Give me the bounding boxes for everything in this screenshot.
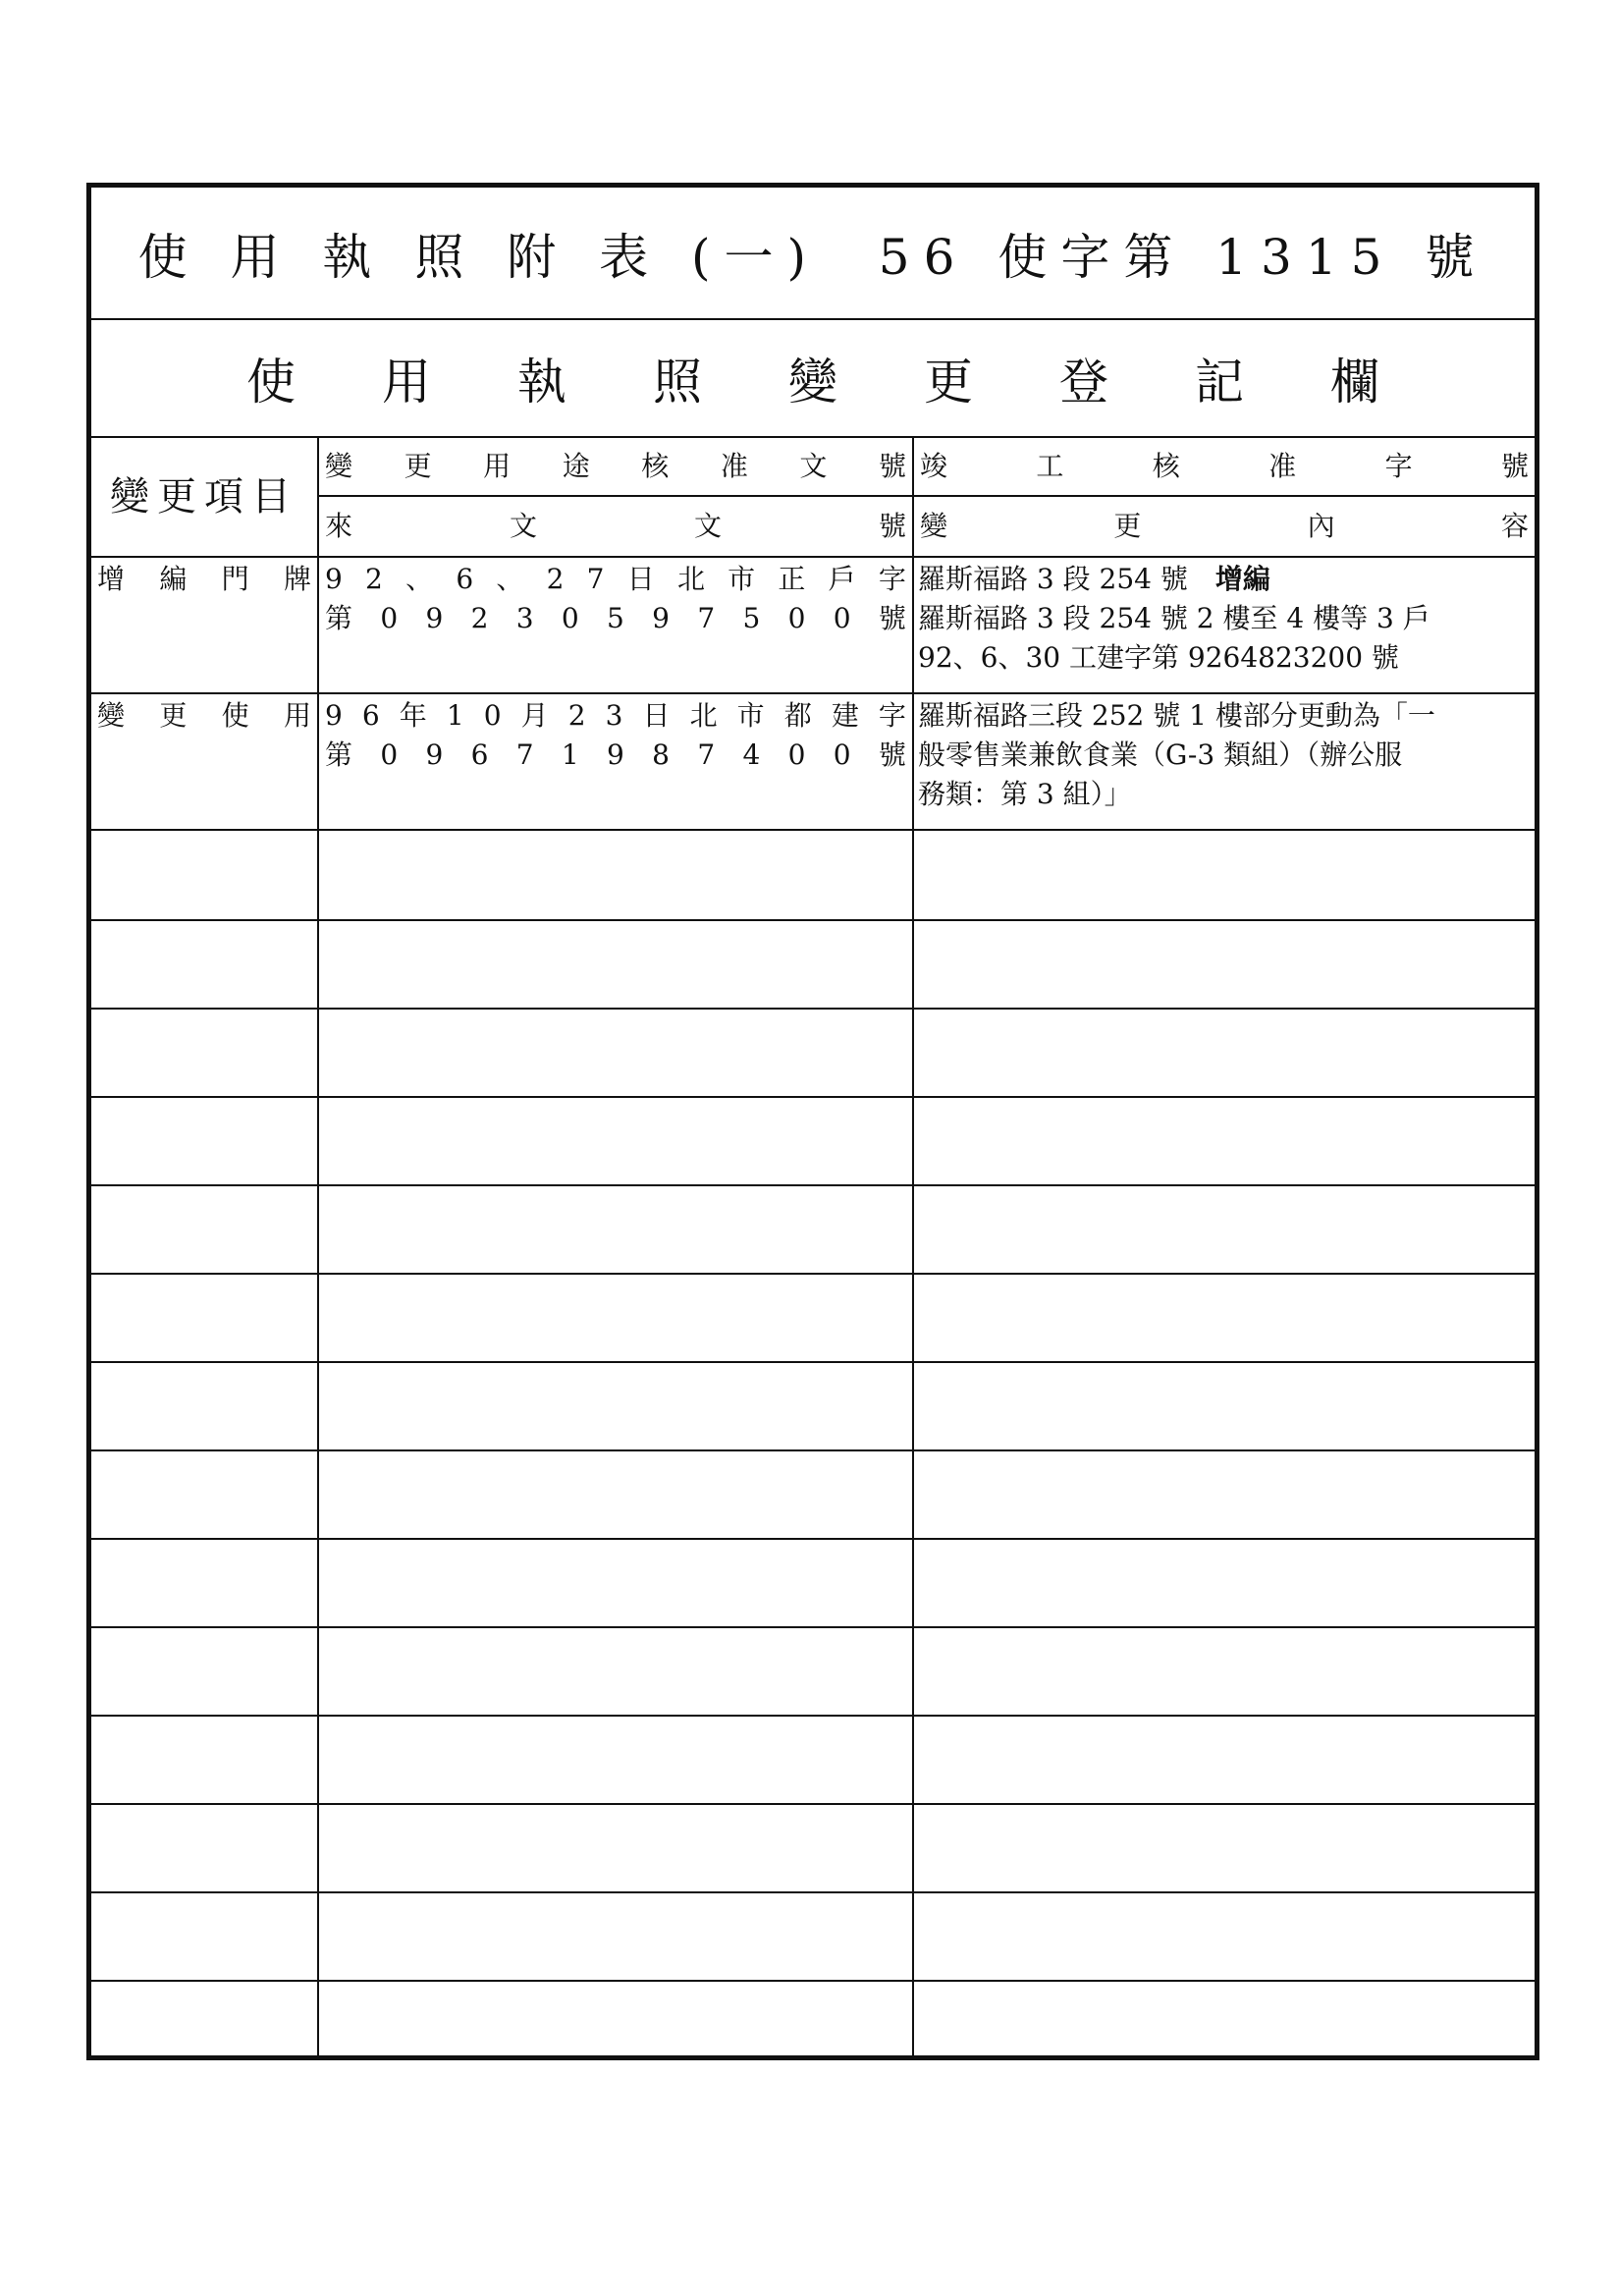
empty-row-line bbox=[91, 1538, 1535, 1540]
row-doc-char: 第 bbox=[325, 738, 353, 771]
row-doc-char: 8 bbox=[652, 738, 670, 771]
document-subtitle: 使用執照變更登記欄 bbox=[246, 354, 1466, 410]
row-doc-char: 號 bbox=[878, 738, 906, 771]
row-2-content-line-2: 般零售業兼飲食業（G-3 類組）（辦公服 bbox=[918, 738, 1403, 771]
row-item-char: 用 bbox=[283, 699, 311, 732]
row-doc-char: 9 bbox=[652, 602, 670, 634]
header-completion-no-char: 竣 bbox=[920, 450, 948, 482]
row-item-char: 編 bbox=[159, 563, 188, 595]
certificate-frame bbox=[86, 183, 1539, 2060]
row-doc-char: 9 bbox=[607, 738, 624, 771]
row-doc-char: 0 bbox=[787, 738, 806, 771]
row-1-document bbox=[319, 560, 912, 692]
header-approval-no-char: 途 bbox=[562, 450, 590, 482]
empty-row-line bbox=[91, 1008, 1535, 1010]
row-2-content-line-3: 務類：第 3 組）」 bbox=[918, 778, 1132, 810]
empty-row-line bbox=[91, 1626, 1535, 1628]
empty-row-line bbox=[91, 1273, 1535, 1275]
row-doc-char: 9 bbox=[325, 699, 343, 732]
col-divider-2 bbox=[912, 438, 914, 2060]
row-doc-char: 月 bbox=[520, 699, 549, 732]
row-1-content-line-3: 92、6、30 工建字第 9264823200 號 bbox=[918, 641, 1399, 674]
row-doc-char: 號 bbox=[878, 602, 906, 634]
row-doc-char: 建 bbox=[831, 699, 859, 732]
row-doc-char: 7 bbox=[697, 602, 716, 634]
row-doc-char: 都 bbox=[783, 699, 812, 732]
empty-row-line bbox=[91, 1980, 1535, 1982]
row-1-content-line-2: 羅斯福路 3 段 254 號 2 樓至 4 樓等 3 戶 bbox=[918, 602, 1430, 634]
row-doc-char: 0 bbox=[833, 602, 851, 634]
header-approval-no-char: 變 bbox=[325, 450, 353, 482]
row-item-char: 增 bbox=[97, 563, 126, 595]
row-item-char: 門 bbox=[221, 563, 249, 595]
header-approval-no-char: 用 bbox=[483, 450, 512, 482]
header-change-content-char: 變 bbox=[920, 510, 948, 542]
empty-row-line bbox=[91, 1096, 1535, 1098]
row-1-doc-line-1 bbox=[319, 560, 912, 599]
row-doc-char: 0 bbox=[380, 738, 399, 771]
row-doc-char: 字 bbox=[878, 563, 906, 595]
empty-row-line bbox=[91, 1449, 1535, 1451]
header-incoming-no-char: 文 bbox=[693, 510, 722, 542]
row-doc-char: 日 bbox=[626, 563, 655, 595]
row-2-item-text bbox=[91, 696, 317, 736]
row-doc-char: 7 bbox=[515, 738, 534, 771]
row-doc-char: 0 bbox=[483, 699, 502, 732]
header-approval-no-char: 文 bbox=[799, 450, 828, 482]
row-2-bottom-line bbox=[91, 829, 1535, 831]
empty-row-line bbox=[91, 919, 1535, 921]
row-doc-char: 4 bbox=[742, 738, 761, 771]
header-approval-no-char: 准 bbox=[720, 450, 748, 482]
header-incoming-no-char: 文 bbox=[509, 510, 537, 542]
row-doc-char: 3 bbox=[515, 602, 534, 634]
header-completion-no-char: 號 bbox=[1500, 450, 1529, 482]
header-item: 變更項目 bbox=[110, 474, 298, 519]
header-completion-no-char: 核 bbox=[1152, 450, 1180, 482]
header-change-content-char: 內 bbox=[1307, 510, 1335, 542]
row-1-item bbox=[91, 560, 317, 692]
row-doc-char: 5 bbox=[607, 602, 624, 634]
header-approval-no-char: 號 bbox=[878, 450, 906, 482]
row-2-content bbox=[918, 696, 1535, 829]
row-doc-char: 市 bbox=[728, 563, 756, 595]
row-doc-char: 正 bbox=[778, 563, 806, 595]
row-1-content bbox=[918, 560, 1535, 692]
row-doc-char: 7 bbox=[586, 563, 605, 595]
row-doc-char: 日 bbox=[642, 699, 671, 732]
row-doc-char: 北 bbox=[689, 699, 718, 732]
row-item-char: 更 bbox=[159, 699, 188, 732]
row-2-content-line-1: 羅斯福路三段 252 號 1 樓部分更動為「一 bbox=[918, 699, 1435, 732]
row-2-item bbox=[91, 696, 317, 829]
row-1-doc-line-2 bbox=[319, 599, 912, 638]
subtitle-row bbox=[91, 320, 1535, 438]
header-bottom-line bbox=[91, 556, 1535, 558]
row-doc-char: 3 bbox=[605, 699, 623, 732]
row-2-doc-line-2 bbox=[319, 736, 912, 775]
header-incoming-no-char: 號 bbox=[878, 510, 906, 542]
header-change-content bbox=[914, 497, 1535, 556]
row-doc-char: 6 bbox=[456, 563, 474, 595]
row-item-char: 使 bbox=[221, 699, 249, 732]
header-approval-no-char: 更 bbox=[404, 450, 432, 482]
row-item-char: 牌 bbox=[283, 563, 311, 595]
row-doc-char: 戶 bbox=[828, 563, 856, 595]
row-doc-char: 6 bbox=[361, 699, 380, 732]
row-item-char: 變 bbox=[97, 699, 126, 732]
row-doc-char: 2 bbox=[365, 563, 383, 595]
row-doc-char: 、 bbox=[496, 563, 524, 595]
row-1-content-line-1: 羅斯福路 3 段 254 號 增編 bbox=[918, 563, 1270, 595]
empty-row-line bbox=[91, 1803, 1535, 1805]
empty-row-line bbox=[91, 1184, 1535, 1186]
row-doc-char: 0 bbox=[833, 738, 851, 771]
header-approval-no bbox=[319, 438, 912, 495]
row-doc-char: 5 bbox=[742, 602, 761, 634]
header-completion-no bbox=[914, 438, 1535, 495]
row-doc-char: 2 bbox=[546, 563, 565, 595]
header-incoming-no-char: 來 bbox=[325, 510, 353, 542]
row-doc-char: 9 bbox=[425, 738, 444, 771]
title-row bbox=[91, 188, 1535, 320]
row-doc-char: 9 bbox=[325, 563, 343, 595]
header-completion-no-char: 工 bbox=[1036, 450, 1064, 482]
row-doc-char: 6 bbox=[470, 738, 489, 771]
row-doc-char: 2 bbox=[567, 699, 586, 732]
row-doc-char: 字 bbox=[878, 699, 906, 732]
row-doc-char: 2 bbox=[470, 602, 489, 634]
row-doc-char: 0 bbox=[561, 602, 579, 634]
header-completion-no-char: 字 bbox=[1384, 450, 1413, 482]
header-completion-no-char: 准 bbox=[1268, 450, 1297, 482]
header-change-content-char: 容 bbox=[1500, 510, 1529, 542]
row-doc-char: 北 bbox=[676, 563, 705, 595]
row-doc-char: 0 bbox=[380, 602, 399, 634]
row-doc-char: 0 bbox=[787, 602, 806, 634]
header-change-content-char: 更 bbox=[1113, 510, 1142, 542]
row-2-document bbox=[319, 696, 912, 829]
row-doc-char: 市 bbox=[736, 699, 765, 732]
empty-row-line bbox=[91, 1361, 1535, 1363]
empty-row-line bbox=[91, 1715, 1535, 1717]
row-doc-char: 1 bbox=[446, 699, 464, 732]
header-approval-no-char: 核 bbox=[641, 450, 670, 482]
row-2-doc-line-1 bbox=[319, 696, 912, 736]
row-doc-char: 第 bbox=[325, 602, 353, 634]
empty-row-line bbox=[91, 1891, 1535, 1893]
row-1-bottom-line bbox=[91, 692, 1535, 694]
row-doc-char: 年 bbox=[399, 699, 427, 732]
row-doc-char: 、 bbox=[405, 563, 434, 595]
row-doc-char: 1 bbox=[561, 738, 579, 771]
row-doc-char: 9 bbox=[425, 602, 444, 634]
row-doc-char: 7 bbox=[697, 738, 716, 771]
header-incoming-no bbox=[319, 497, 912, 556]
row-1-item-text bbox=[91, 560, 317, 599]
document-title: 使 用 執 照 附 表 (一) 56 使字第 1315 號 bbox=[137, 228, 1488, 286]
